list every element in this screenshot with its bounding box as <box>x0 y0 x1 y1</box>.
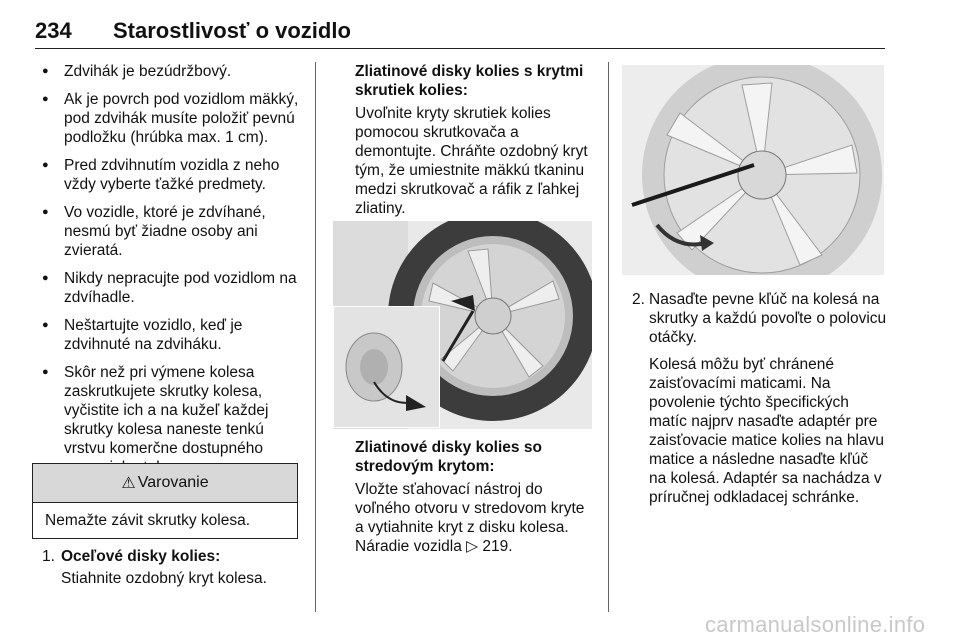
section-text: Uvoľnite kryty skrutiek kolies pomocou skrutkovača a demontujte. Chráňte ozdobný kryt tým, že umiestnite mäkkú tkaninu medzi skrutkovač a ráfik z ľahkej zliatiny. <box>355 105 588 217</box>
warning-header <box>33 464 297 503</box>
section-text-body: Vložte sťahovací nástroj do voľného otvoru v stredovom kryte a vytiahnite kryt z disku kolesa. Náradie vozidla <box>355 481 585 555</box>
bullet-item: ● Pred zdvihnutím vozidla z neho vždy vyberte ťažké predmety. <box>42 156 302 194</box>
step-1-body <box>61 547 301 596</box>
watermark: carmanualsonline.info <box>705 612 926 637</box>
bullet-item: ● Skôr než pri výmene kolesa zaskrutkujete skrutky kolesa, vyčistite ich a na kužeľ každej skrutky kolesa naneste tenkú vrstvu komerčne dostupného <box>42 363 302 477</box>
page-ref-number[interactable]: 219. <box>482 538 513 555</box>
step-text: Nasaďte pevne kľúč na kolesá na skrutky a každú povoľte o polovicu otáčky. <box>649 291 887 346</box>
step-heading: Oceľové disky kolies: <box>61 548 221 565</box>
column-1 <box>42 62 302 486</box>
column-2-section-2 <box>355 438 595 564</box>
bullet-item: ● Zdvihák je bezúdržbový. <box>42 62 302 81</box>
section-heading: Zliatinové disky kolies s krytmi skrutiek kolies: <box>355 63 584 99</box>
page-number: 234 <box>35 18 72 43</box>
warning-box <box>32 463 298 539</box>
safety-bullet-list <box>42 62 302 477</box>
chapter-title: Starostlivosť o vozidlo <box>113 18 351 43</box>
warning-triangle-icon: ⚠ <box>121 475 136 492</box>
section-text <box>355 480 595 556</box>
wheel-wrench-illustration <box>622 65 884 275</box>
step-text: Stiahnite ozdobný kryt kolesa. <box>61 570 267 587</box>
column-2 <box>355 62 595 226</box>
step-number: 2. <box>632 291 645 308</box>
figure-alloy-wheel-screwdriver <box>333 221 592 429</box>
column-divider-2 <box>608 62 609 612</box>
warning-text: Nemažte závit skrutky kolesa. <box>45 512 251 529</box>
figure-wheel-wrench <box>622 65 884 275</box>
bullet-item: ● Neštartujte vozidlo, keď je zdvihnuté na zdviháku. <box>42 316 302 354</box>
page-ref-arrow-icon: ▷ <box>466 538 479 555</box>
figure-inset-detail <box>333 306 440 428</box>
page-header <box>35 18 885 50</box>
step-note: Kolesá môžu byť chránené zaisťovacími maticami. Na povolenie týchto špecifických matíc najprv nasaďte adaptér pre zaisťovacie matice kolies na hlavu matice a následne nasaďte kľúč na kolesá. Adaptér sa nachádza v príručnej odkladacej schránke. <box>649 356 884 506</box>
bullet-item: ● Nikdy nepracujte pod vozidlom na zdvíhadle. <box>42 269 302 307</box>
inset-illustration <box>334 307 439 427</box>
bullet-item: ● Vo vozidle, ktoré je zdvíhané, nesmú byť žiadne osoby ani zvieratá. <box>42 203 302 260</box>
bullet-item: ● Ak je povrch pod vozidlom mäkký, pod zdvihák musíte položiť pevnú podložku (hrúbka max. 1 cm). <box>42 90 302 147</box>
step-2-body <box>649 290 888 515</box>
step-number: 1. <box>42 548 55 565</box>
warning-title: Varovanie <box>137 474 209 491</box>
column-divider-1 <box>315 62 316 612</box>
section-heading: Zliatinové disky kolies so stredovým krytom: <box>355 439 542 475</box>
header-rule <box>35 48 885 49</box>
